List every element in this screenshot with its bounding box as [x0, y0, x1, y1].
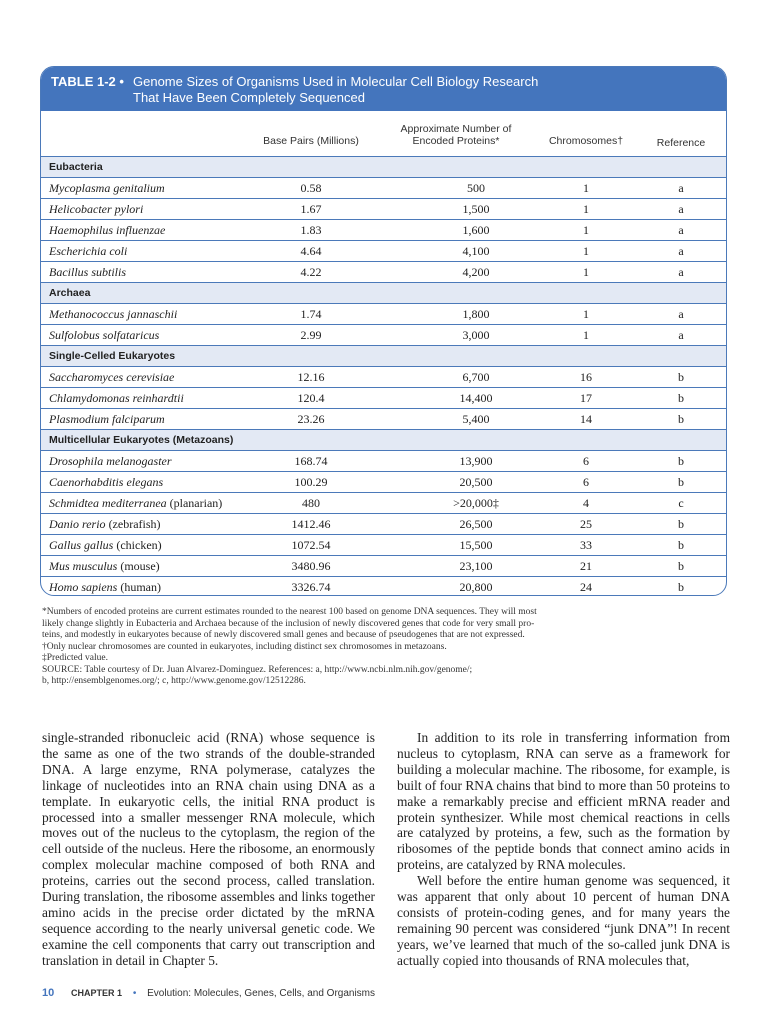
chromosomes-cell: 14 [580, 412, 592, 426]
organism-cell [49, 493, 222, 513]
col-header-base-pairs: Base Pairs (Millions) [263, 135, 359, 147]
base-pairs-cell: 2.99 [300, 328, 322, 342]
table-row [41, 325, 726, 346]
base-pairs-cell: 1412.46 [291, 517, 331, 531]
reference-cell: b [678, 475, 684, 489]
chromosomes-cell: 16 [580, 370, 592, 384]
reference-cell: b [678, 538, 684, 552]
page-footer [42, 987, 375, 999]
proteins-cell: 6,700 [462, 370, 490, 384]
body-column-right [397, 730, 730, 969]
chromosomes-cell: 6 [583, 475, 589, 489]
table-group-heading: Eubacteria [41, 157, 726, 178]
base-pairs-cell: 120.4 [297, 391, 325, 405]
organism-name: Escherichia coli [49, 244, 128, 258]
organism-name: Chlamydomonas reinhardtii [49, 391, 184, 405]
reference-cell: c [678, 496, 684, 510]
reference-cell: b [678, 580, 684, 594]
organism-name: Drosophila melanogaster [49, 454, 172, 468]
proteins-cell: 20,800 [459, 580, 493, 594]
organism-cell [49, 325, 159, 345]
table-row [41, 304, 726, 325]
reference-cell: b [678, 391, 684, 405]
proteins-cell: 13,900 [459, 454, 493, 468]
base-pairs-cell: 4.64 [300, 244, 322, 258]
table-row [41, 220, 726, 241]
reference-cell: b [678, 412, 684, 426]
organism-cell [49, 514, 161, 534]
chromosomes-cell: 1 [583, 202, 589, 216]
proteins-cell: 1,800 [462, 307, 490, 321]
table-row [41, 514, 726, 535]
proteins-cell: 15,500 [459, 538, 493, 552]
organism-name: Sulfolobus solfataricus [49, 328, 160, 342]
table-row [41, 199, 726, 220]
body-paragraph: single-stranded ribonucleic acid (RNA) whose sequence is the same as one of the two strands of the double-stranded DNA. A large enzyme, RNA polymerase, catalyzes the linkage of nucleotides into an RNA chain using DNA as a template. In eukaryotic cells, the initial RNA product is processed into a smaller messenger RNA molecule, which moves out of the nucleus to the cytoplasm, the region of the cell outside of the nucleus. Here the ribosome, an enormously complex molecular machine composed of both RNA and proteins, carries out the second process, called translation. During translation, the ribosome assembles and links together amino acids in the precise order dictated by the mRNA sequence according to the nearly universal genetic code. We examine the cell components that carry out transcription and translation in detail in Chapter 5. [42, 730, 375, 968]
organism-name: Homo sapiens [49, 580, 118, 594]
organism-cell [49, 220, 165, 240]
reference-cell: a [678, 265, 684, 279]
table-row [41, 493, 726, 514]
col-header-chromosomes: Chromosomes† [548, 135, 624, 147]
chromosomes-cell: 1 [583, 244, 589, 258]
chapter-label: CHAPTER 1 [71, 988, 123, 998]
organism-common-name: (human) [117, 580, 161, 594]
footnote-line: likely change slightly in Eubacteria and Archaea because of the inclusion of newly discovered genes that code for very small pro- [42, 618, 535, 629]
proteins-cell: 3,000 [462, 328, 490, 342]
organism-name: Danio rerio [49, 517, 106, 531]
table-row [41, 451, 726, 472]
table-row [41, 262, 726, 283]
chromosomes-cell: 6 [583, 454, 589, 468]
body-paragraph: In addition to its role in transferring information from nucleus to cytoplasm, RNA can serve as a framework for building a molecular machine. The ribosome, for example, is built of four RNA chains that bind to more than 50 proteins to make a remarkably precise and efficient mRNA reader and protein synthesizer. While most chemical reactions in cells are catalyzed by proteins, a few, such as the formation by ribosomes of the peptide bonds that connect amino acids in proteins, are catalyzed by RNA molecules. [397, 730, 730, 873]
proteins-cell: 23,100 [459, 559, 493, 573]
organism-name: Mus musculus [49, 559, 118, 573]
reference-cell: b [678, 370, 684, 384]
table-group-heading: Single-Celled Eukaryotes [41, 346, 726, 367]
chromosomes-cell: 4 [583, 496, 589, 510]
table-row [41, 241, 726, 262]
base-pairs-cell: 1.67 [300, 202, 322, 216]
table-body [41, 157, 726, 596]
table-group-heading: Multicellular Eukaryotes (Metazoans) [41, 430, 726, 451]
base-pairs-cell: 3480.96 [291, 559, 331, 573]
base-pairs-cell: 1072.54 [291, 538, 331, 552]
chromosomes-cell: 1 [583, 265, 589, 279]
organism-name: Plasmodium falciparum [49, 412, 165, 426]
table-title-line1: Genome Sizes of Organisms Used in Molecular Cell Biology Research [133, 74, 539, 89]
chromosomes-cell: 1 [583, 181, 589, 195]
chromosomes-cell: 33 [580, 538, 592, 552]
table-group-heading: Archaea [41, 283, 726, 304]
table-title-line2: That Have Been Completely Sequenced [133, 90, 365, 105]
base-pairs-cell: 168.74 [294, 454, 328, 468]
base-pairs-cell: 12.16 [297, 370, 325, 384]
organism-name: Bacillus subtilis [49, 265, 127, 279]
base-pairs-cell: 4.22 [300, 265, 322, 279]
organism-cell [49, 367, 174, 387]
table-tag: TABLE 1-2 • [51, 74, 124, 89]
reference-cell: b [678, 517, 684, 531]
organism-name: Caenorhabditis elegans [49, 475, 164, 489]
proteins-cell: 5,400 [462, 412, 490, 426]
table-footnotes [42, 607, 642, 688]
footnote-line: b, http://ensemblgenomes.org/; c, http://www.genome.gov/12512286. [42, 676, 306, 686]
col-header-reference: Reference [656, 137, 706, 149]
table-row [41, 388, 726, 409]
base-pairs-cell: 3326.74 [291, 580, 331, 594]
proteins-cell: 20,500 [459, 475, 493, 489]
chromosomes-cell: 1 [583, 307, 589, 321]
body-column-left [42, 730, 375, 969]
column-headers [41, 111, 726, 157]
organism-cell [49, 262, 126, 282]
organism-cell [49, 388, 184, 408]
organism-cell [49, 577, 161, 596]
proteins-cell: 26,500 [459, 517, 493, 531]
chapter-title: Evolution: Molecules, Genes, Cells, and Organisms [147, 988, 376, 999]
footnote-line: teins, and modestly in eukaryotes because of newly discovered small genes and because of pseudogenes that are not expressed. [42, 630, 525, 640]
reference-cell: a [678, 307, 684, 321]
organism-cell [49, 178, 165, 198]
table-header [41, 67, 726, 111]
organism-name: Schmidtea mediterranea [49, 496, 167, 510]
base-pairs-cell: 480 [302, 496, 320, 510]
footnote-line: *Numbers of encoded proteins are current estimates rounded to the nearest 100 based on genome DNA sequences. They will most [42, 607, 537, 617]
reference-cell: b [678, 559, 684, 573]
organism-name: Saccharomyces cerevisiae [49, 370, 175, 384]
chromosomes-cell: 21 [580, 559, 592, 573]
table-row [41, 577, 726, 596]
col-header-proteins-line1: Approximate Number of [400, 123, 512, 135]
footnote-line: SOURCE: Table courtesy of Dr. Juan Alvarez-Dominguez. References: a, http://www.ncbi.nlm.nih.gov/genome/; [42, 664, 473, 675]
chromosomes-cell: 17 [580, 391, 592, 405]
proteins-cell: 500 [467, 181, 485, 195]
table-row [41, 535, 726, 556]
page-number: 10 [42, 987, 55, 999]
reference-cell: a [678, 202, 684, 216]
organism-cell [49, 535, 162, 555]
organism-cell [49, 451, 172, 471]
organism-cell [49, 241, 127, 261]
table-row [41, 178, 726, 199]
organism-cell [49, 556, 160, 576]
footnote-line: †Only nuclear chromosomes are counted in eukaryotes, including distinct sex chromosomes in metazoans. [42, 641, 447, 652]
organism-cell [49, 199, 143, 219]
organism-common-name: (mouse) [117, 559, 160, 573]
organism-name: Gallus gallus [49, 538, 114, 552]
proteins-cell: 4,100 [462, 244, 490, 258]
genome-table [40, 66, 727, 596]
proteins-cell: 1,600 [462, 223, 490, 237]
table-row [41, 409, 726, 430]
chromosomes-cell: 24 [580, 580, 592, 594]
table-row [41, 556, 726, 577]
organism-name: Haemophilus influenzae [49, 223, 166, 237]
proteins-cell: 1,500 [462, 202, 490, 216]
organism-common-name: (chicken) [113, 538, 162, 552]
chromosomes-cell: 1 [583, 328, 589, 342]
footer-bullet: • [132, 988, 137, 999]
chromosomes-cell: 25 [580, 517, 592, 531]
base-pairs-cell: 23.26 [297, 412, 325, 426]
reference-cell: a [678, 328, 684, 342]
organism-common-name: (zebrafish) [105, 517, 161, 531]
reference-cell: a [678, 223, 684, 237]
chromosomes-cell: 1 [583, 223, 589, 237]
base-pairs-cell: 100.29 [294, 475, 328, 489]
organism-cell [49, 472, 163, 492]
base-pairs-cell: 1.83 [300, 223, 322, 237]
organism-name: Methanococcus jannaschii [49, 307, 178, 321]
base-pairs-cell: 0.58 [300, 181, 322, 195]
table-row [41, 472, 726, 493]
reference-cell: a [678, 244, 684, 258]
reference-cell: b [678, 454, 684, 468]
proteins-cell: 4,200 [462, 265, 490, 279]
organism-common-name: (planarian) [166, 496, 223, 510]
proteins-cell: >20,000‡ [453, 496, 499, 510]
organism-cell [49, 304, 177, 324]
table-row [41, 367, 726, 388]
base-pairs-cell: 1.74 [300, 307, 322, 321]
footnote-line: ‡Predicted value. [42, 653, 108, 663]
body-paragraph: Well before the entire human genome was sequenced, it was apparent that only about 10 percent of human DNA consists of protein-coding genes, and for many years the remaining 90 percent was considered “junk DNA”! In recent years, we’ve learned that much of the so-called junk DNA is actually copied into thousands of RNA molecules that, [397, 873, 730, 968]
organism-name: Helicobacter pylori [49, 202, 144, 216]
reference-cell: a [678, 181, 684, 195]
organism-cell [49, 409, 165, 429]
organism-name: Mycoplasma genitalium [49, 181, 165, 195]
col-header-proteins-line2: Encoded Proteins* [412, 135, 500, 147]
proteins-cell: 14,400 [459, 391, 493, 405]
